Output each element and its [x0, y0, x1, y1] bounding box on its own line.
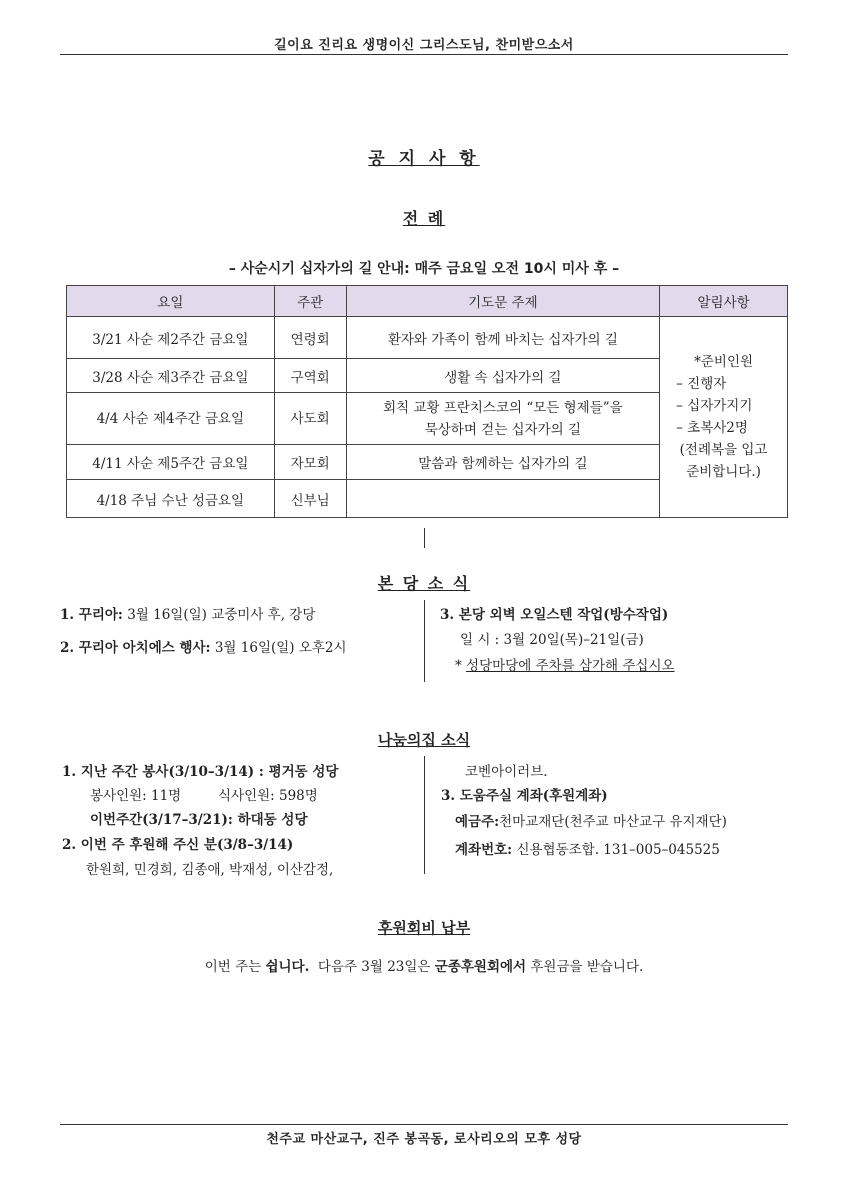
row-day: 4/18 주님 수난 성금요일 [67, 480, 275, 518]
column-divider [424, 528, 425, 548]
row-host: 사도회 [274, 393, 346, 445]
dues-text-pre: 이번 주는 [204, 959, 266, 975]
note-asterisk: * [455, 658, 467, 674]
dues-text-bold2: 군종후원회에서 [434, 959, 527, 975]
row-host: 구역회 [274, 359, 346, 393]
parish-item-3-label: 3. 본당 외벽 오일스텐 작업(방수작업) [440, 607, 669, 623]
announcements-title: 공 지 사 항 [368, 149, 480, 169]
row-day: 3/28 사순 제3주간 금요일 [67, 359, 275, 393]
parish-item-3-note-text: 성당마당에 주차를 삼가해 주십시오 [466, 658, 675, 674]
sharing-item-2-label: 2. 이번 주 후원해 주신 분(3/8–3/14) [62, 837, 294, 853]
column-divider [424, 756, 425, 874]
sharing-volunteers: 봉사인원: 11명 [90, 788, 182, 804]
parish-item-3-date: 일 시 : 3월 20일(목)–21일(금) [460, 632, 644, 648]
notes-line: – 진행자 [676, 376, 727, 392]
dues-text [0, 955, 848, 975]
notes-line: – 초복사2명 [676, 420, 748, 436]
account-holder-label: 예금주: [455, 814, 500, 830]
account-holder-value: 천마교재단(천주교 마산교구 유지재단) [499, 814, 727, 830]
liturgy-title: 전 례 [402, 209, 446, 228]
parish-item-1-label: 1. 꾸리아: [60, 607, 123, 623]
row-day: 4/4 사순 제4주간 금요일 [67, 393, 275, 445]
sharing-next-week: 이번주간(3/17–3/21): 하대동 성당 [90, 812, 308, 828]
stations-schedule-table [66, 285, 788, 518]
footer-rule [60, 1124, 788, 1125]
dues-text-bold1: 쉽니다. [265, 959, 310, 975]
row-host: 신부님 [274, 480, 346, 518]
sharing-meals: 식사인원: 598명 [218, 788, 318, 804]
dues-text-mid: 다음주 3월 23일은 [309, 959, 435, 975]
row-theme [346, 480, 660, 518]
sharing-item-1-label: 1. 지난 주간 봉사(3/10–3/14) : 평거동 성당 [62, 764, 339, 780]
row-host: 연령회 [274, 317, 346, 359]
parish-item-1 [60, 603, 315, 623]
parish-item-2-text: 3월 16일(일) 오후2시 [210, 640, 347, 656]
parish-item-1-text: 3월 16일(일) 교중미사 후, 강당 [122, 607, 316, 623]
notes-line: 준비합니다.) [686, 464, 761, 480]
table-header-row [67, 286, 788, 317]
header-host: 주관 [274, 286, 346, 317]
row-day: 4/11 사순 제5주간 금요일 [67, 445, 275, 480]
sharing-donor-names-cont: 코벤아이러브. [465, 764, 548, 780]
parish-item-3-note [455, 654, 675, 674]
notes-cell [660, 317, 788, 518]
account-number-label: 계좌번호: [455, 842, 513, 858]
sharing-item-3-label: 3. 도움주실 계좌(후원계좌) [441, 788, 608, 804]
row-theme: 환자와 가족이 함께 바치는 십자가의 길 [346, 317, 660, 359]
dues-title: 후원회비 납부 [377, 919, 471, 937]
row-theme [346, 393, 660, 445]
header-day: 요일 [67, 286, 275, 317]
header-theme: 기도문 주제 [346, 286, 660, 317]
row-day: 3/21 사순 제2주간 금요일 [67, 317, 275, 359]
row-host: 자모회 [274, 445, 346, 480]
notes-line: (전례복을 입고 [679, 442, 768, 458]
notes-line: *준비인원 [694, 354, 754, 370]
row-theme: 생활 속 십자가의 길 [346, 359, 660, 393]
column-divider [424, 600, 425, 682]
sharing-account-number [455, 838, 720, 858]
dues-text-post: 후원금을 받습니다. [526, 959, 644, 975]
row-theme: 말씀과 함께하는 십자가의 길 [346, 445, 660, 480]
stations-notice: – 사순시기 십자가의 길 안내: 매주 금요일 오전 10시 미사 후 – [228, 261, 620, 277]
account-number-value: 신용협동조합. 131–005–045525 [512, 842, 720, 858]
page-footer: 천주교 마산교구, 진주 봉곡동, 로사리오의 모후 성당 [266, 1132, 582, 1147]
sharing-house-title: 나눔의집 소식 [377, 731, 471, 749]
sharing-account-holder [455, 810, 727, 830]
page-header: 길이요 진리요 생명이신 그리스도님, 찬미받으소서 [274, 38, 574, 53]
table-row [67, 317, 788, 359]
sharing-donor-names: 한원희, 민경희, 김종애, 박재성, 이산감정, [86, 862, 334, 878]
parish-item-2 [60, 636, 347, 656]
header-notes: 알림사항 [660, 286, 788, 317]
row-theme-line: 묵상하며 걷는 십자가의 길 [424, 421, 582, 438]
notes-line: – 십자가지기 [676, 398, 753, 414]
parish-item-2-label: 2. 꾸리아 아치에스 행사: [60, 640, 211, 656]
parish-news-title: 본 당 소 식 [377, 574, 471, 593]
row-theme-line: 회칙 교황 프란치스코의 “모든 형제들”을 [383, 399, 623, 416]
header-rule [60, 54, 788, 55]
